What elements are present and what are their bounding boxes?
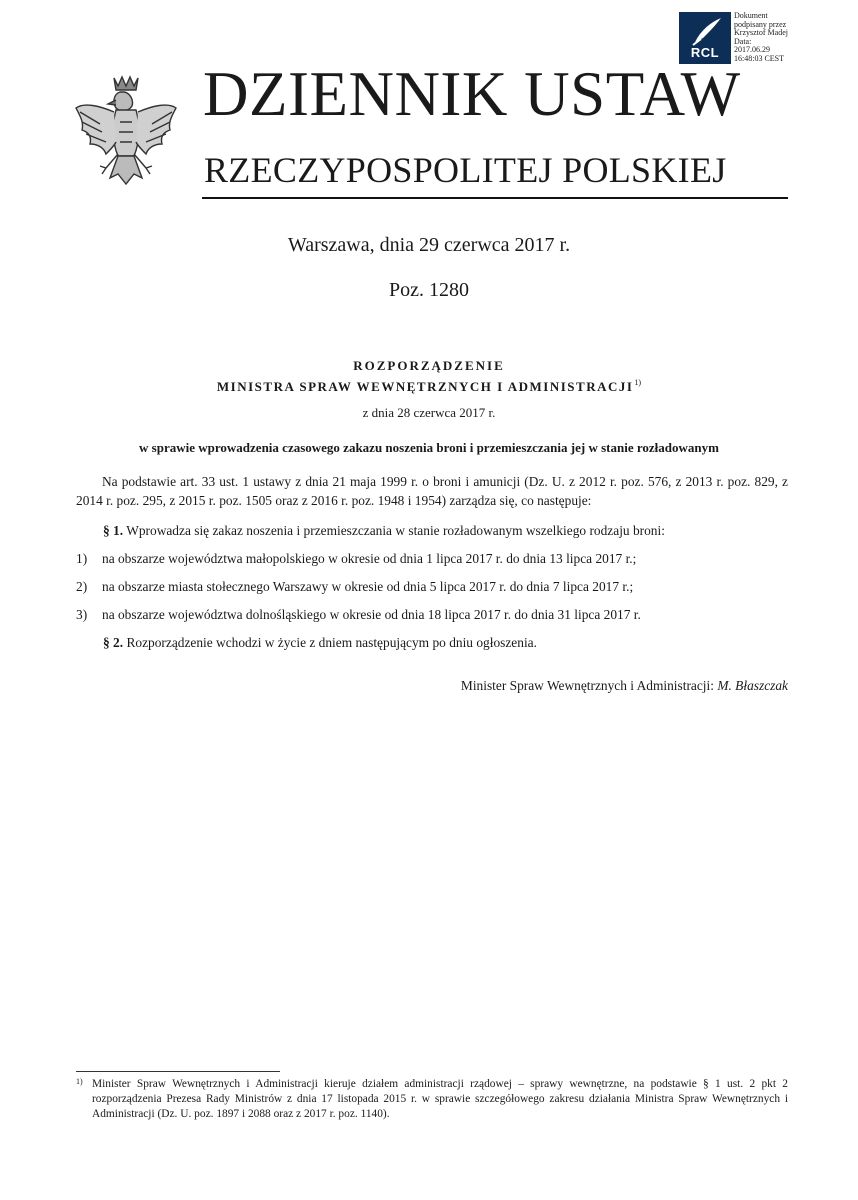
stamp-line: podpisany przez — [734, 19, 787, 29]
footnote — [76, 1077, 788, 1122]
list-item-number: 2) — [76, 579, 88, 594]
stamp-line: Dokument — [734, 11, 768, 20]
footnote-mark: 1) — [76, 1077, 83, 1086]
list-item-text: na obszarze województwa małopolskiego w okresie od dnia 1 lipca 2017 r. do dnia 13 lipca 2017 r.; — [102, 551, 637, 566]
stamp-line: 16:48:03 CEST — [734, 53, 785, 63]
list-item-number: 1) — [76, 551, 88, 566]
footnote-divider — [76, 1071, 280, 1072]
signatory-name: M. Błaszczak — [717, 678, 788, 693]
publication-position: Poz. 1280 — [389, 279, 469, 301]
header-divider — [202, 197, 788, 199]
paragraph-1 — [103, 521, 665, 540]
stamp-line: 2017.06.29 — [734, 45, 770, 55]
signature-stamp-logo — [679, 12, 731, 64]
act-issuer — [0, 378, 858, 395]
paragraph-2-label: § 2. — [103, 635, 124, 650]
footnote-text: Minister Spraw Wewnętrznych i Administracji kieruje działem administracji rządowej – sprawy wewnętrzne, na podstawie § 1 ust. 2 pkt 2 rozporządzenia Prezesa Rady Ministrów z dnia 17 listopada 2015 r. w sprawie szczegółowego zakresu działania Ministra Spraw Wewnętrznych i Administracji (Dz. U. poz. 1897 i 2088 oraz z 2017 r. poz. 1140). — [92, 1078, 788, 1120]
paragraph-1-label: § 1. — [103, 523, 124, 538]
polish-eagle-icon — [70, 72, 182, 198]
act-issuer-text: MINISTRA SPRAW WEWNĘTRZNYCH I ADMINISTRACJI — [216, 379, 634, 394]
gazette-title: DZIENNIK USTAW — [203, 59, 741, 129]
list-item-number: 3) — [76, 607, 88, 622]
signatory-role: Minister Spraw Wewnętrznych i Administracji: — [460, 678, 714, 693]
paragraph-2-text: Rozporządzenie wchodzi w życie z dniem następującym po dniu ogłoszenia. — [126, 635, 537, 650]
footnote-reference: 1) — [634, 378, 642, 387]
publication-date: Warszawa, dnia 29 czerwca 2017 r. — [287, 234, 571, 256]
stamp-line: Krzysztof Madej — [734, 28, 788, 38]
paragraph-2 — [103, 633, 537, 652]
stamp-line: Data: — [734, 36, 752, 46]
preamble: Na podstawie art. 33 ust. 1 ustawy z dnia 21 maja 1999 r. o broni i amunicji (Dz. U. z 2012 r. poz. 576, z 2013 r. poz. 829, z 2014 r. poz. 295, z 2015 r. poz. 1505 oraz z 2016 r. poz. 1948 i 1954) zarządza się, co następuje: — [76, 474, 788, 508]
act-subject: w sprawie wprowadzenia czasowego zakazu noszenia broni i przemieszczania jej w stanie rozładowanym — [139, 440, 719, 455]
gazette-subtitle: RZECZYPOSPOLITEJ POLSKIEJ — [204, 150, 727, 190]
list-item-text: na obszarze województwa dolnośląskiego w okresie od dnia 18 lipca 2017 r. do dnia 31 lipca 2017 r. — [102, 607, 641, 622]
paragraph-1-text: Wprowadza się zakaz noszenia i przemieszczania w stanie rozładowanym wszelkiego rodzaju broni: — [126, 523, 665, 538]
stamp-logo-text: RCL — [690, 45, 720, 60]
act-type: ROZPORZĄDZENIE — [353, 358, 505, 373]
act-date: z dnia 28 czerwca 2017 r. — [362, 405, 496, 420]
signatory — [461, 676, 788, 695]
list-item-text: na obszarze miasta stołecznego Warszawy w okresie od dnia 5 lipca 2017 r. do dnia 7 lipca 2017 r.; — [102, 579, 634, 594]
signature-stamp-text — [734, 12, 814, 64]
